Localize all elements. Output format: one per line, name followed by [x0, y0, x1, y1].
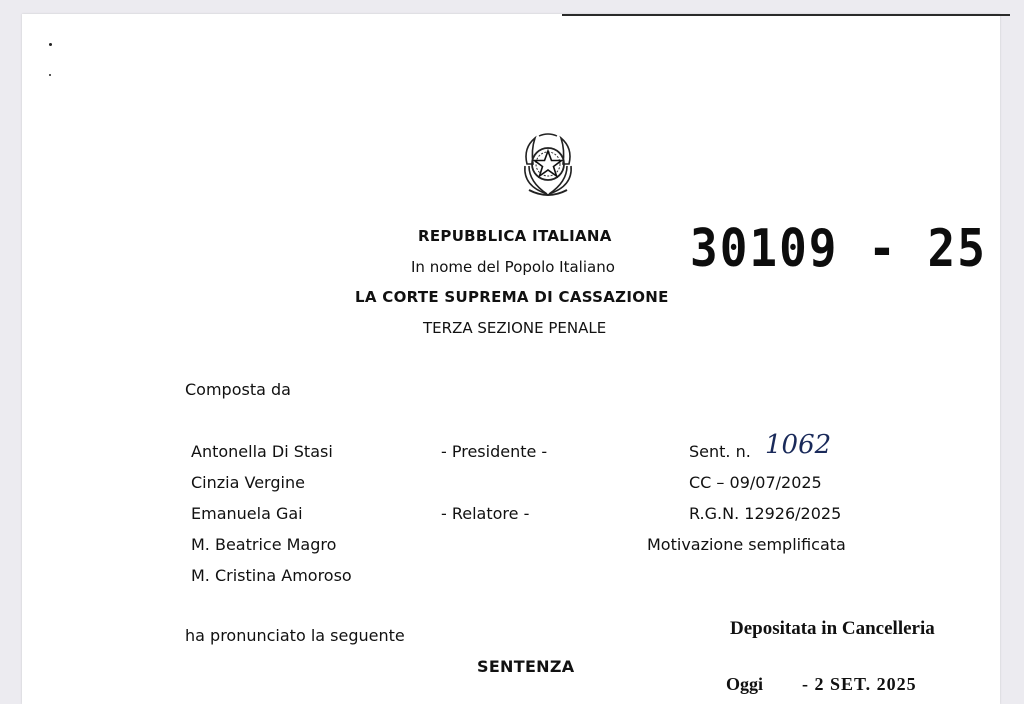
registry-stamp-number: 30109 - 25	[690, 218, 987, 279]
judge-name: M. Beatrice Magro	[191, 535, 337, 554]
section-heading: TERZA SEZIONE PENALE	[423, 319, 607, 337]
court-heading: LA CORTE SUPREMA DI CASSAZIONE	[355, 288, 669, 306]
scan-dot	[49, 74, 51, 76]
document-page	[22, 14, 1000, 704]
pronunciato-line: ha pronunciato la seguente	[185, 626, 405, 645]
scan-dot	[49, 43, 52, 46]
depositata-stamp: Depositata in Cancelleria	[730, 618, 935, 639]
judge-role: - Relatore -	[441, 504, 530, 523]
in-nome-line: In nome del Popolo Italiano	[411, 258, 615, 276]
rgn-number: R.G.N. 12926/2025	[689, 504, 842, 523]
cc-date: CC – 09/07/2025	[689, 473, 822, 492]
sent-number-handwritten: 1062	[765, 430, 832, 460]
composta-label: Composta da	[185, 380, 291, 399]
scan-edge-line	[562, 14, 1010, 16]
motivazione-label: Motivazione semplificata	[647, 535, 846, 554]
oggi-date: - 2 SET. 2025	[802, 674, 917, 694]
italian-emblem-icon	[517, 130, 579, 200]
judge-role: - Presidente -	[441, 442, 548, 461]
sentenza-heading: SENTENZA	[477, 657, 575, 676]
republic-heading: REPUBBLICA ITALIANA	[418, 227, 612, 245]
oggi-label: Oggi	[726, 674, 764, 694]
judge-name: Emanuela Gai	[191, 504, 303, 523]
judge-name: M. Cristina Amoroso	[191, 566, 352, 585]
judge-name: Cinzia Vergine	[191, 473, 305, 492]
judge-name: Antonella Di Stasi	[191, 442, 333, 461]
sent-label: Sent. n.	[689, 442, 751, 461]
